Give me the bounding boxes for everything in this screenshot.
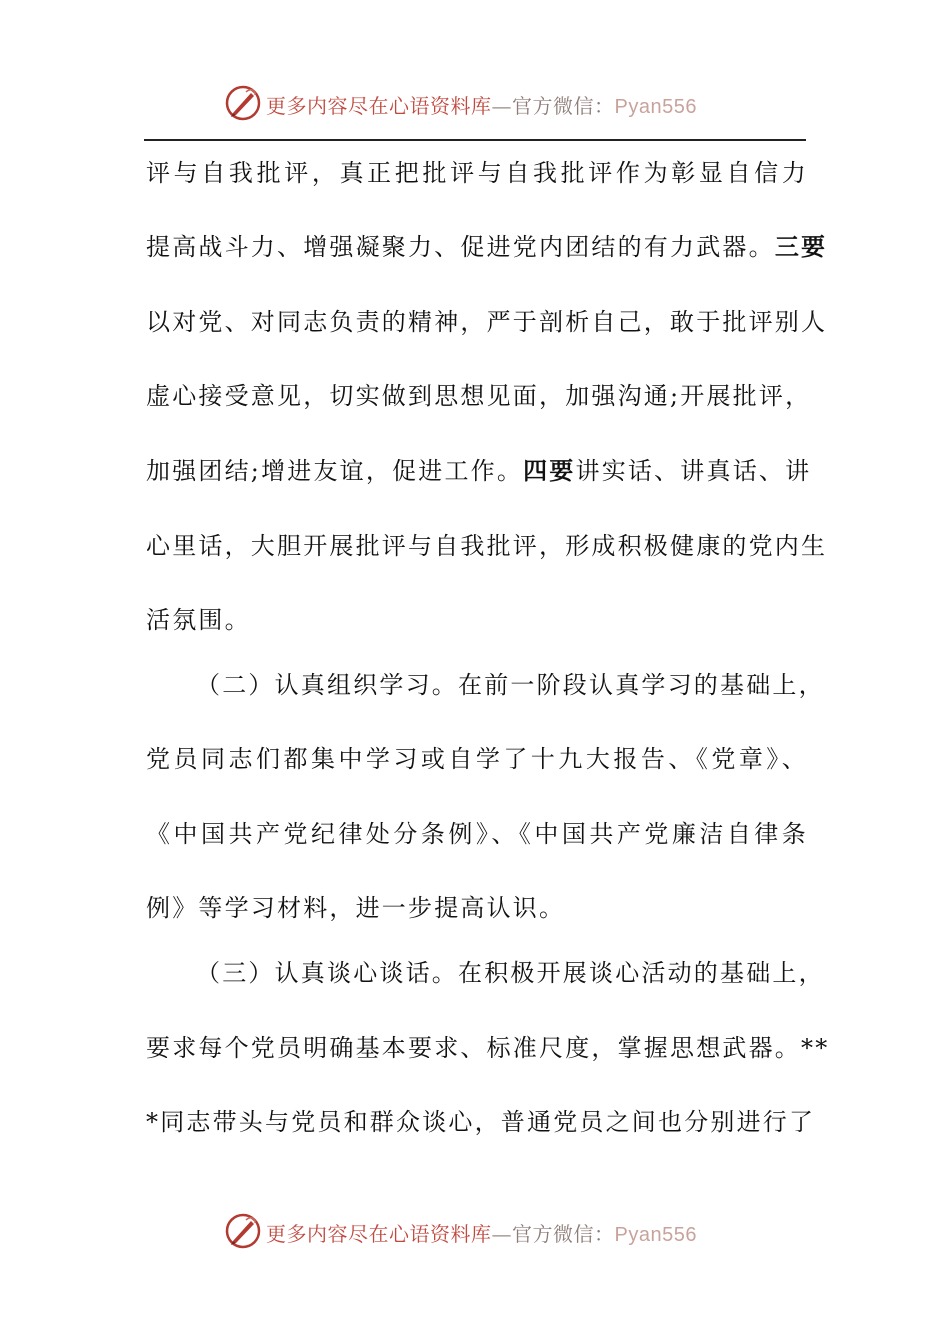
text-line-13: 要求每个党员明确基本要求、标准尺度，掌握思想武器。** (146, 1034, 830, 1062)
text-line-11: 例》等学习材料，进一步提高认识。 (146, 894, 566, 922)
text-line-7: 活氛围。 (146, 606, 251, 634)
text-line-14: *同志带头与党员和群众谈心，普通党员之间也分别进行了 (146, 1108, 816, 1136)
footer-site-text: 更多内容尽在心语资料库 (266, 1222, 492, 1246)
pen-logo-icon (224, 1212, 262, 1250)
footer-wechat-id: Pyan556 (614, 1224, 697, 1246)
text-line-2-bold: 三要 (774, 232, 828, 261)
text-line-12: （三）认真谈心谈话。在积极开展谈心活动的基础上， (196, 959, 825, 987)
footer-wechat-label: 官方微信： (512, 1222, 615, 1246)
text-line-9: 党员同志们都集中学习或自学了十九大报告、《党章》、 (146, 745, 808, 773)
text-line-4: 虚心接受意见，切实做到思想见面，加强沟通;开展批评， (146, 382, 812, 410)
text-line-5-bold: 四要 (523, 456, 576, 485)
text-line-3: 以对党、对同志负责的精神，严于剖析自己，敢于批评别人 (146, 308, 828, 336)
text-line-6: 心里话，大胆开展批评与自我批评，形成积极健康的党内生 (146, 532, 828, 560)
header-divider (144, 139, 806, 141)
text-line-10: 《中国共产党纪律处分条例》、《中国共产党廉洁自律条 (146, 820, 808, 848)
header-banner (0, 82, 950, 126)
header-separator: — (491, 94, 512, 118)
text-line-8: （二）认真组织学习。在前一阶段认真学习的基础上， (196, 671, 825, 699)
text-line-2 (146, 232, 828, 262)
footer-banner (0, 1210, 950, 1254)
footer-text (266, 1218, 697, 1247)
text-line-2-plain: 提高战斗力、增强凝聚力、促进党内团结的有力武器。 (146, 233, 775, 261)
header-text (266, 90, 697, 119)
header-wechat-label: 官方微信： (512, 94, 615, 118)
header-wechat-id: Pyan556 (614, 96, 697, 118)
text-line-5-pre: 加强团结;增进友谊，促进工作。 (146, 457, 524, 485)
pen-logo-icon (224, 84, 262, 122)
header-site-text: 更多内容尽在心语资料库 (266, 94, 492, 118)
text-line-5 (146, 456, 812, 486)
text-line-1: 评与自我批评，真正把批评与自我批评作为彰显自信力 (146, 159, 808, 187)
footer-separator: — (491, 1222, 512, 1246)
text-line-5-post: 讲实话、讲真话、讲 (575, 457, 812, 485)
